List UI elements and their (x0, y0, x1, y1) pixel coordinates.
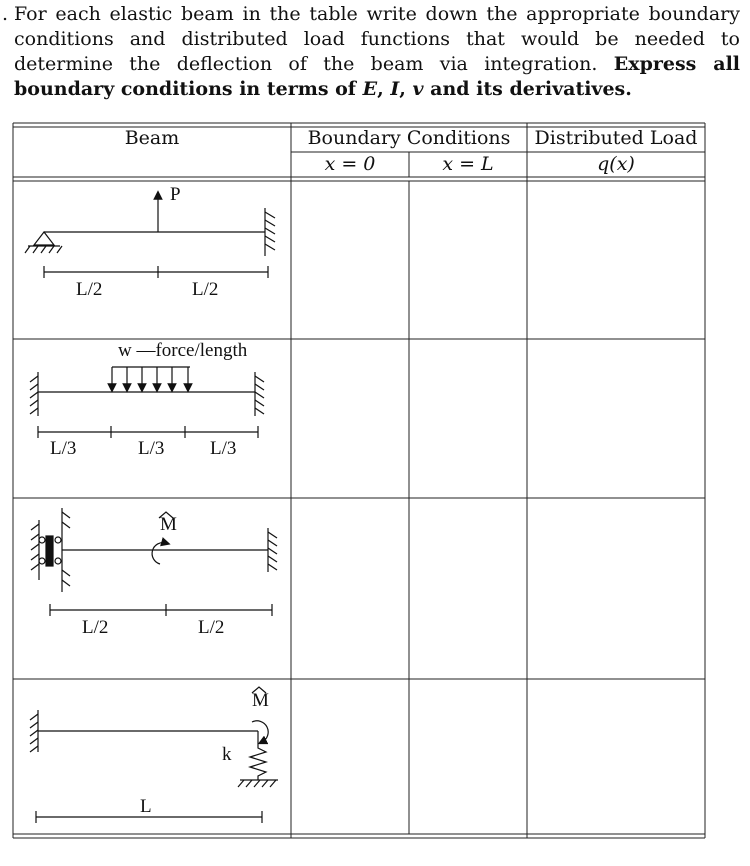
header-distributed-load: Distributed Load (534, 127, 698, 149)
header-x-equals-0: x = 0 (324, 153, 376, 175)
ground-hatch-icon (238, 780, 276, 787)
dimension-line (44, 266, 268, 278)
header-q-of-x: q(x) (597, 153, 635, 175)
pin-support-icon (34, 232, 54, 245)
dim-label: L/2 (192, 279, 219, 300)
problem-emphasis: Express all boundary conditions in terms of (14, 53, 741, 100)
header-x-equals-l: x = L (442, 153, 494, 175)
fixed-wall-icon (265, 208, 275, 256)
dimension-line (50, 604, 272, 616)
moment-arrow-icon (152, 543, 166, 564)
fixed-wall-icon (255, 372, 264, 416)
dim-label: L/2 (82, 617, 109, 638)
moment-label: M (160, 514, 177, 535)
header-beam: Beam (124, 127, 180, 149)
spring-label: k (222, 744, 232, 765)
dim-label: L/3 (50, 438, 77, 459)
fixed-wall-icon (268, 528, 277, 572)
dim-label: L/2 (76, 279, 103, 300)
spring-icon (250, 731, 266, 780)
dim-label: L (140, 796, 152, 817)
load-label-w: w —force/length (118, 340, 248, 361)
beam-diagram-3 (31, 508, 277, 616)
dimension-line (38, 426, 258, 438)
dim-label: L/2 (198, 617, 225, 638)
fixed-wall-icon (30, 710, 38, 752)
beam-diagram-1 (25, 195, 275, 278)
load-label-p: P (170, 184, 181, 205)
beam-diagram-2 (30, 367, 264, 438)
problem-text: For each elastic beam in the table write down the appropriate boundary conditions and distributed load functions that would be needed to determine the deflection of the beam via integration. (14, 3, 740, 75)
problem-statement: . For each elastic beam in the table write down the appropriate boundary conditions and distributed load functions that would be needed to determine the deflection of the beam via integration. Express all boundary conditions in terms of E, I, v and its derivatives. (2, 3, 741, 100)
header-boundary-conditions: Boundary Conditions (307, 127, 511, 149)
dim-label: L/3 (138, 438, 165, 459)
moment-label: M (252, 690, 269, 711)
distributed-load-icon (112, 367, 190, 388)
beam-diagram-4 (30, 687, 278, 823)
ground-hatch-icon (25, 246, 62, 253)
dim-label: L/3 (210, 438, 237, 459)
problem-number: . (2, 3, 9, 25)
fixed-wall-icon (30, 372, 38, 416)
